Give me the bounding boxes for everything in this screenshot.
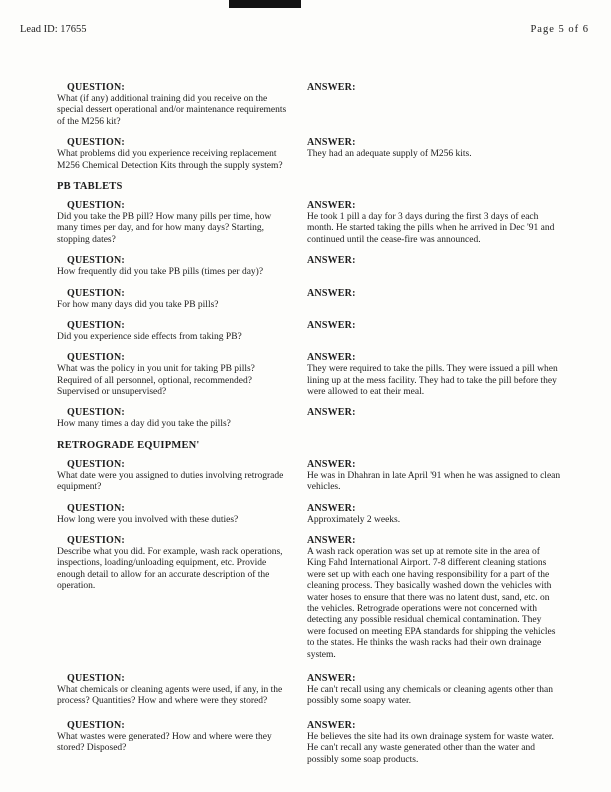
answer-text: They had an adequate supply of M256 kits. (307, 149, 472, 160)
answer-text: He believes the site had its own drainage system for waste water. He can't recall any waste generated other than the water and possibly some soap products. (307, 731, 554, 765)
question-label: QUESTION: (67, 82, 125, 93)
question-text: How long were you involved with these duties? (57, 514, 239, 525)
qa-row (57, 352, 581, 398)
question-cell (57, 82, 291, 128)
qa-row (57, 288, 581, 311)
qa-row (57, 459, 581, 494)
answer-text: He can't recall using any chemicals or cleaning agents other than possibly some soapy water. (307, 684, 553, 707)
question-text: What chemicals or cleaning agents were used, if any, in the process? Quantities? How and where were they stored? (57, 684, 283, 707)
question-label: QUESTION: (67, 287, 125, 299)
qa-row (57, 82, 581, 128)
question-label: QUESTION: (67, 319, 125, 331)
answer-text: He was in Dhahran in late April '91 when he was assigned to clean vehicles. (307, 470, 561, 493)
answer-cell (307, 82, 561, 128)
question-cell (57, 459, 291, 494)
question-label: QUESTION: (67, 458, 125, 470)
qa-row (57, 255, 581, 278)
answer-cell (307, 137, 561, 172)
qa-row (57, 535, 581, 661)
question-cell (57, 503, 291, 526)
question-text: How many times a day did you take the pills? (57, 419, 231, 430)
qa-row (57, 320, 581, 343)
answer-cell (307, 200, 561, 246)
question-text: Did you take the PB pill? How many pills per time, how many times per day, and for how many days? Starting, stopping dates? (57, 211, 272, 245)
question-label: QUESTION: (67, 137, 125, 149)
question-label: QUESTION: (67, 255, 125, 267)
question-label: QUESTION: (67, 719, 125, 731)
question-text: What (if any) additional training did you receive on the special dessert operational and/or maintenance requirements of the M256 kit? (57, 94, 287, 127)
answer-label: ANSWER: (307, 199, 356, 211)
question-label: QUESTION: (67, 535, 125, 547)
answer-cell (307, 407, 561, 430)
answer-text: They were required to take the pills. They were issued a pill when lining up at the mess facility. They had to take the pill before they were allowed to eat their meal. (307, 364, 558, 398)
question-text: What was the policy in you unit for taking PB pills? Required of all personnel, optional, recommended? Supervised or unsupervised? (57, 364, 255, 398)
question-label: QUESTION: (67, 502, 125, 514)
qa-row (57, 673, 581, 708)
question-text: What date were you assigned to duties involving retrograde equipment? (57, 470, 284, 493)
qa-row (57, 503, 581, 526)
question-text: For how many days did you take PB pills? (57, 299, 219, 310)
answer-cell (307, 352, 561, 398)
answer-cell (307, 535, 561, 661)
question-text: Did you experience side effects from taking PB? (57, 331, 242, 342)
question-text: What problems did you experience receiving replacement M256 Chemical Detection Kits through the supply system? (57, 149, 283, 171)
answer-cell (307, 288, 561, 311)
answer-cell (307, 459, 561, 494)
answer-label: ANSWER: (307, 287, 356, 299)
question-cell (57, 255, 291, 278)
answer-cell (307, 720, 561, 766)
question-cell (57, 352, 291, 398)
question-label: QUESTION: (67, 407, 125, 419)
question-cell (57, 288, 291, 311)
answer-text: A wash rack operation was set up at remote site in the area of King Fahd International Airport. 7-8 different cleaning stations were set up with each one having responsibility for a part of the cleaning process. They basically washed down the vehicles with water hoses to ensure that there was no latent dust, sand, etc. on the vehicles. Retrograde operations were not concerned with detecting any possible residual chemical contamination. They were focused on meeting EPA standards for shipping the vehicles to the states. He thinks the wash racks had their own drainage system. (307, 547, 556, 660)
question-cell (57, 673, 291, 708)
qa-row (57, 137, 581, 172)
qa-row (57, 720, 581, 766)
section-heading-pb-tablets: PB TABLETS (57, 180, 123, 192)
question-cell (57, 320, 291, 343)
qa-row (57, 200, 581, 246)
question-cell (57, 720, 291, 766)
answer-label: ANSWER: (307, 719, 356, 731)
answer-cell (307, 503, 561, 526)
question-text: How frequently did you take PB pills (times per day)? (57, 267, 264, 278)
question-text: Describe what you did. For example, wash rack operations, inspections, loading/unloading equipment, etc. Provide enough detail to allow for an accurate description of the operation. (57, 547, 283, 592)
question-label: QUESTION: (67, 672, 125, 684)
answer-text: He took 1 pill a day for 3 days during the first 3 days of each month. He started taking the pills when he arrived in Dec '91 and continued until the cease-fire was announced. (307, 211, 555, 245)
answer-cell (307, 673, 561, 708)
question-cell (57, 137, 291, 172)
page-number: Page 5 of 6 (530, 24, 589, 35)
answer-label: ANSWER: (307, 672, 356, 684)
answer-label: ANSWER: (307, 502, 356, 514)
question-cell (57, 535, 291, 661)
answer-text: Approximately 2 weeks. (307, 514, 401, 525)
answer-label: ANSWER: (307, 82, 356, 93)
redaction-bar (229, 0, 301, 8)
question-cell (57, 200, 291, 246)
answer-label: ANSWER: (307, 407, 356, 419)
answer-label: ANSWER: (307, 352, 356, 364)
question-cell (57, 407, 291, 430)
answer-label: ANSWER: (307, 319, 356, 331)
answer-label: ANSWER: (307, 255, 356, 267)
question-label: QUESTION: (67, 352, 125, 364)
page-header (20, 24, 589, 35)
answer-cell (307, 255, 561, 278)
answer-cell (307, 320, 561, 343)
question-label: QUESTION: (67, 199, 125, 211)
answer-label: ANSWER: (307, 458, 356, 470)
qa-content (57, 82, 581, 775)
question-text: What wastes were generated? How and where were they stored? Disposed? (57, 731, 272, 754)
answer-label: ANSWER: (307, 535, 356, 547)
answer-label: ANSWER: (307, 137, 356, 149)
section-heading-retrograde-equipment: RETROGRADE EQUIPMEN' (57, 439, 200, 451)
lead-id: Lead ID: 17655 (20, 24, 87, 35)
qa-row (57, 407, 581, 430)
